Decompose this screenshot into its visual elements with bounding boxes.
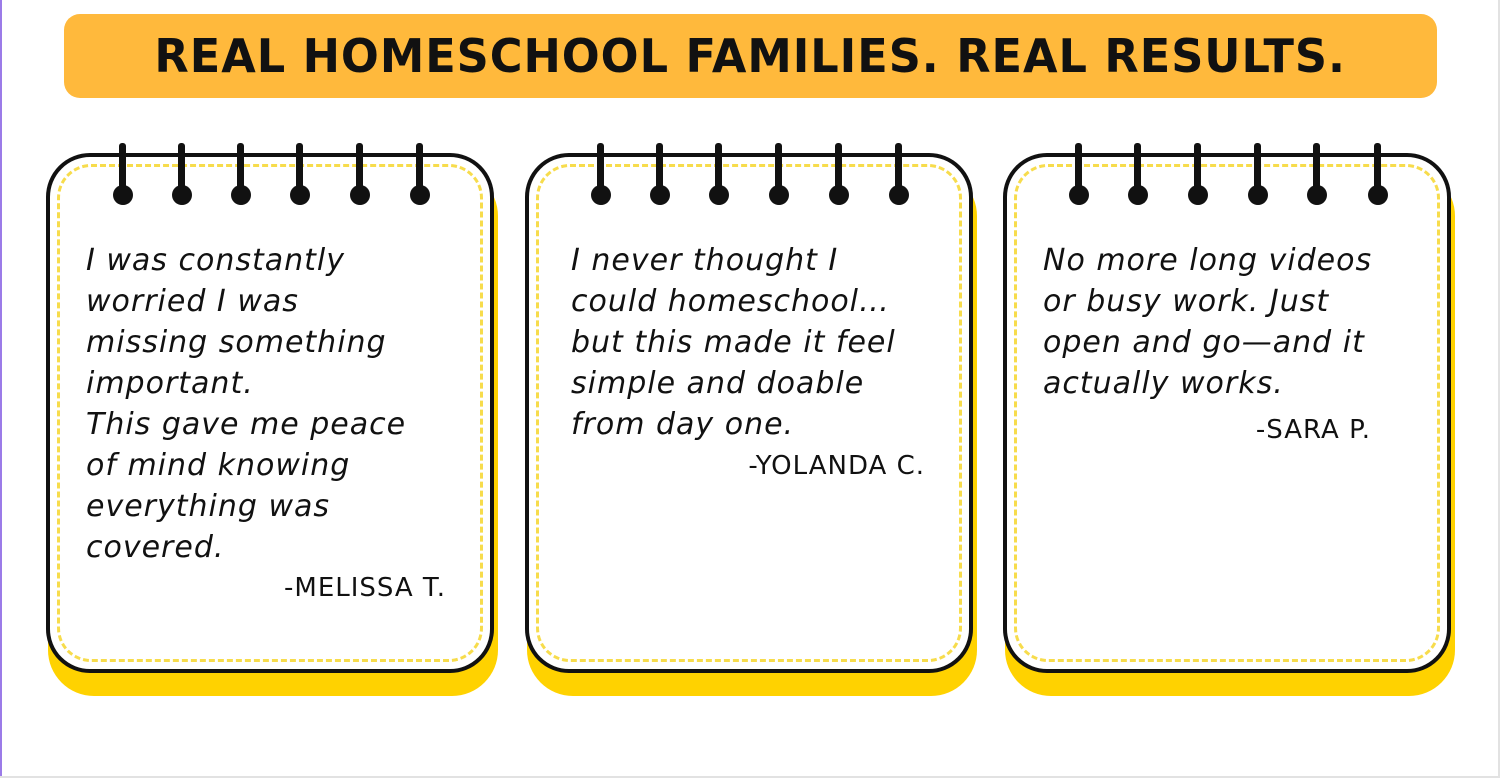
headline-banner [64, 14, 1437, 98]
spiral-binding-ring-icon [1128, 143, 1148, 207]
spiral-binding-ring-icon [1368, 143, 1388, 207]
testimonial-author: -SARA P. [1255, 415, 1371, 445]
spiral-binding-ring-icon [769, 143, 789, 207]
spiral-binding-ring-icon [1248, 143, 1268, 207]
testimonial-quote: No more long videos or busy work. Just open and go—and it actually works. [1043, 243, 1373, 401]
spiral-binding [1003, 143, 1455, 213]
spiral-binding-ring-icon [709, 143, 729, 207]
spiral-binding-ring-icon [889, 143, 909, 207]
testimonial-quote: I was constantly worried I was missing something important. This gave me peace of mind knowing everything was covered. [86, 243, 407, 565]
spiral-binding-ring-icon [650, 143, 670, 207]
testimonial-author: -MELISSA T. [284, 573, 446, 603]
spiral-binding-ring-icon [410, 143, 430, 207]
spiral-binding-ring-icon [231, 143, 251, 207]
testimonial-card-sara [1003, 143, 1455, 696]
testimonial-author: -YOLANDA C. [748, 451, 925, 481]
testimonial-card-yolanda [525, 143, 977, 696]
spiral-binding-ring-icon [829, 143, 849, 207]
spiral-binding-ring-icon [1069, 143, 1089, 207]
spiral-binding [525, 143, 977, 213]
left-frame-border [0, 0, 2, 778]
testimonial-card-melissa [46, 143, 498, 696]
spiral-binding-ring-icon [591, 143, 611, 207]
spiral-binding-ring-icon [1188, 143, 1208, 207]
spiral-binding-ring-icon [290, 143, 310, 207]
spiral-binding-ring-icon [113, 143, 133, 207]
spiral-binding [46, 143, 498, 213]
spiral-binding-ring-icon [1307, 143, 1327, 207]
notebook-page [1003, 153, 1451, 673]
page-title: REAL HOMESCHOOL FAMILIES. REAL RESULTS. [154, 29, 1347, 83]
spiral-binding-ring-icon [172, 143, 192, 207]
dashed-stitch-border [1014, 164, 1440, 662]
testimonial-quote: I never thought I could homeschool… but this made it feel simple and doable from day one. [571, 243, 896, 442]
spiral-binding-ring-icon [350, 143, 370, 207]
